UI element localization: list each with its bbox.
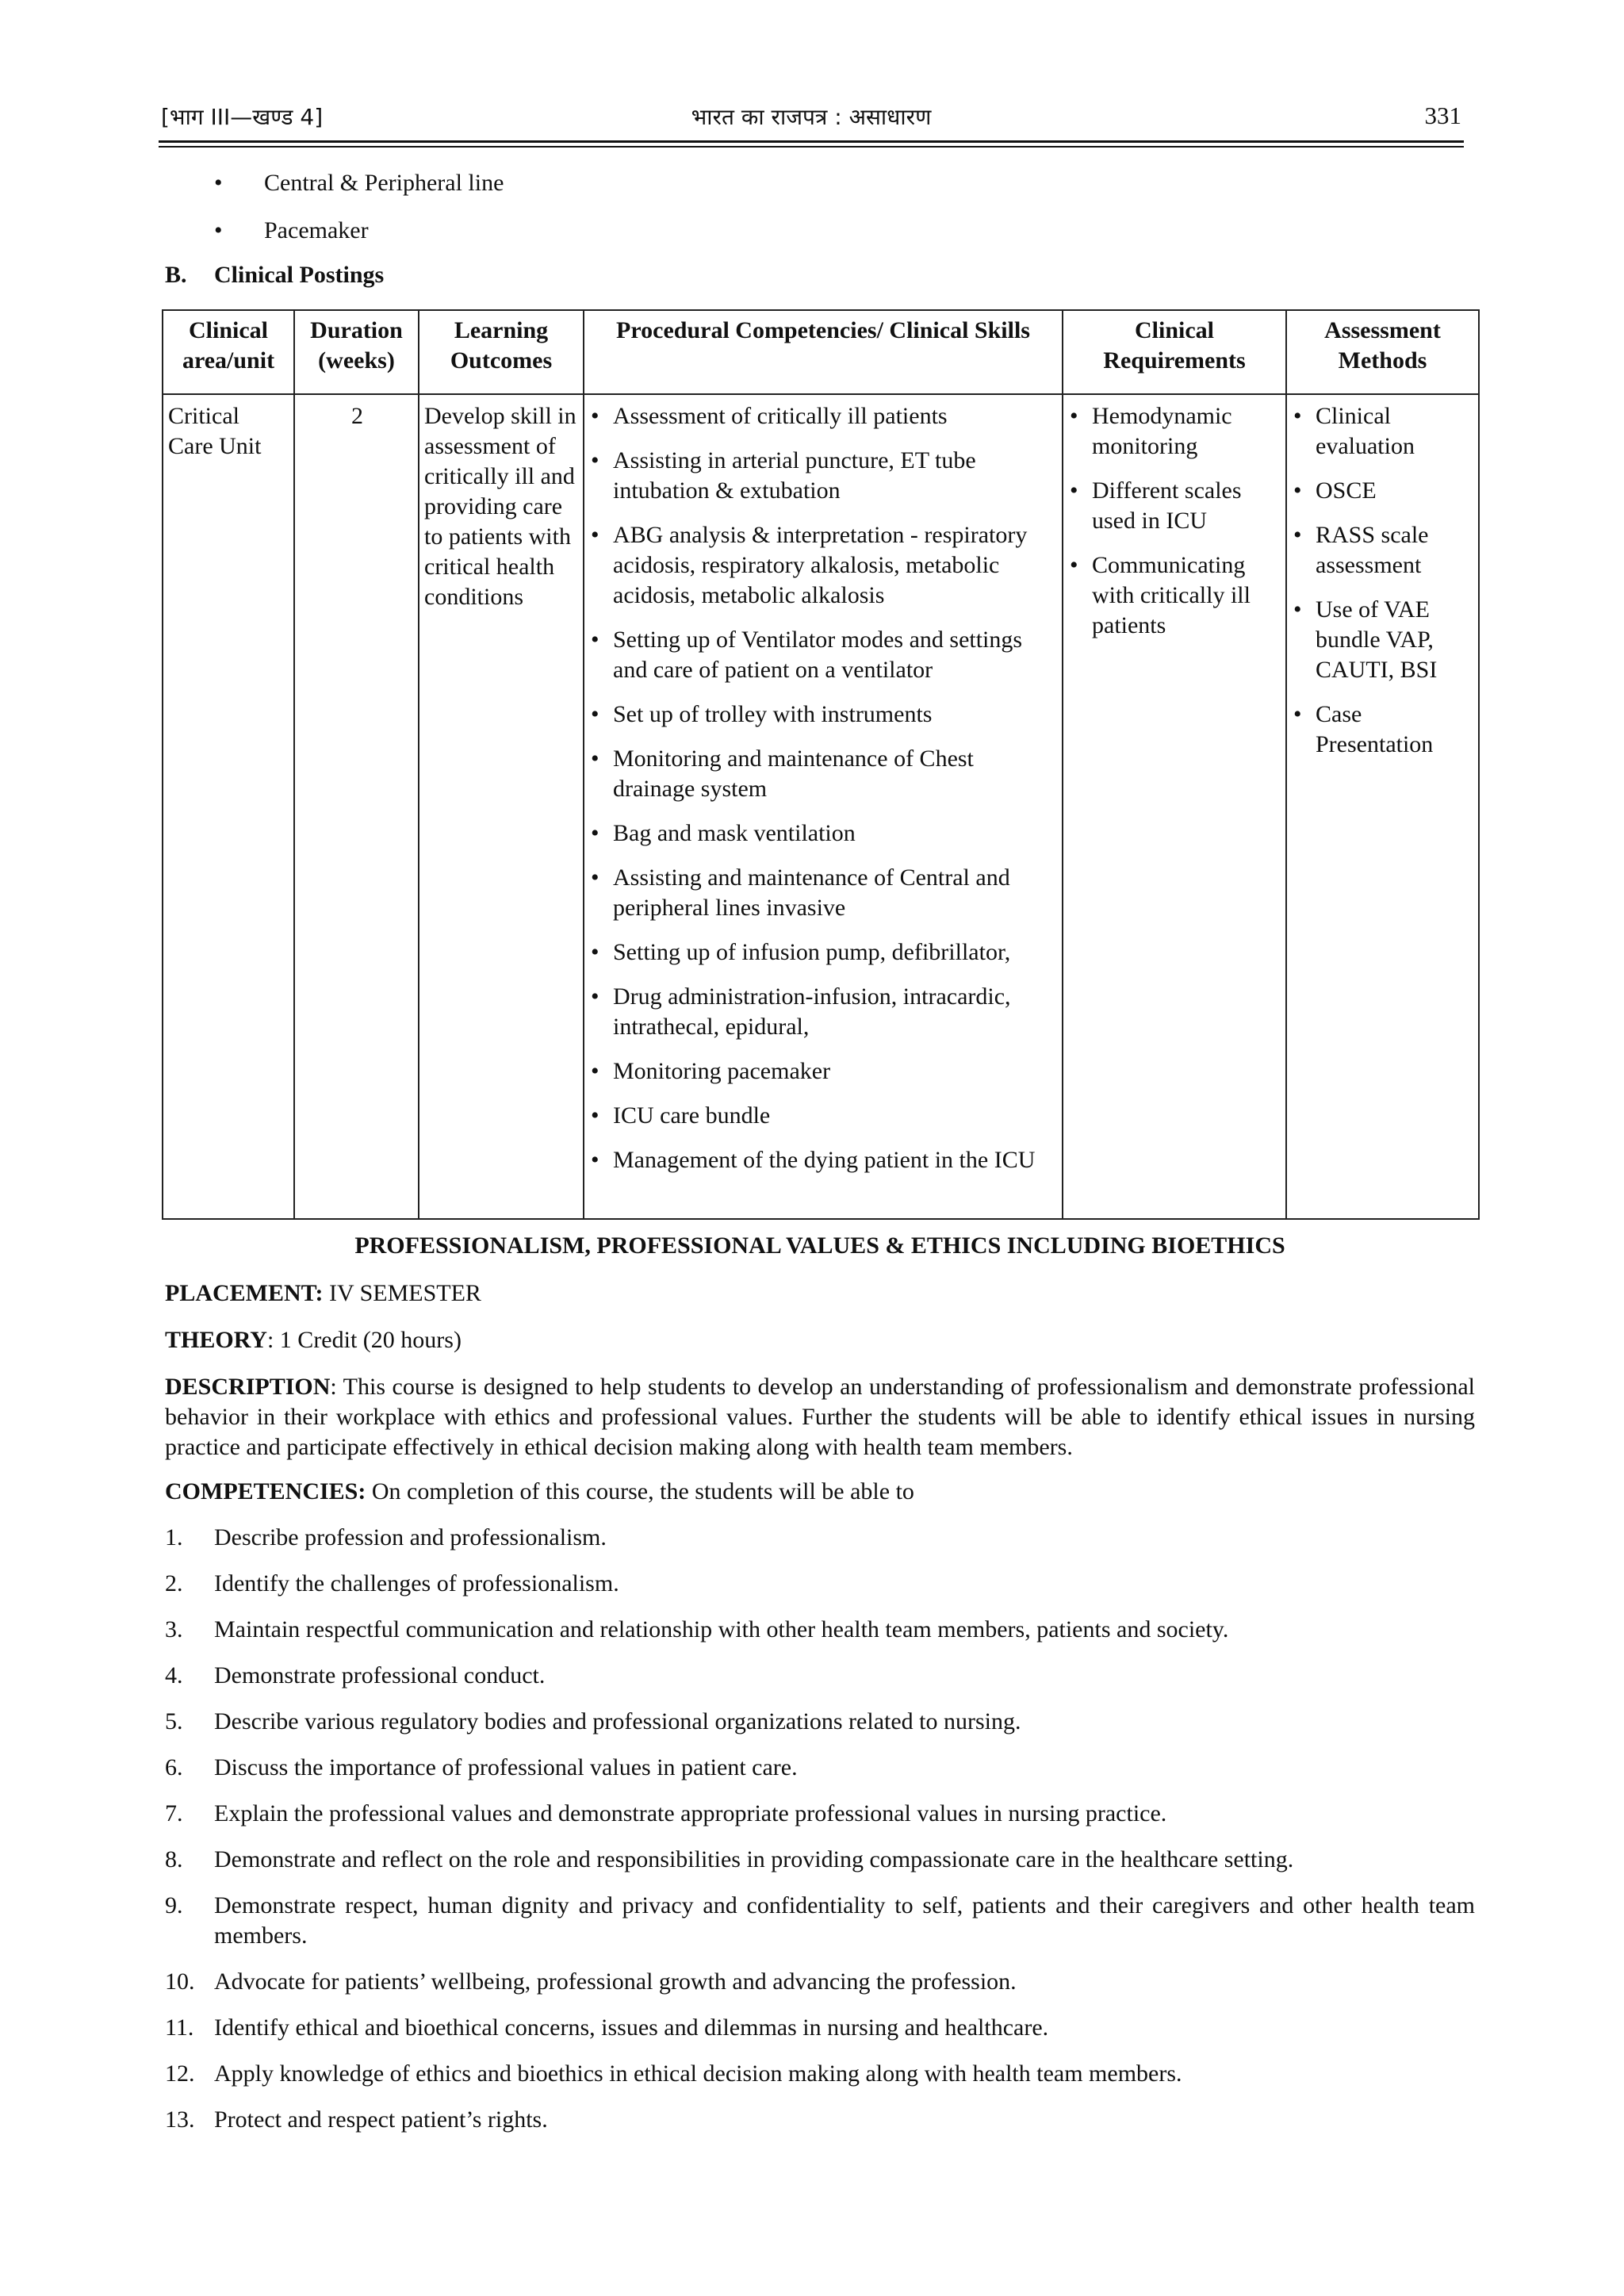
list-item: • Setting up of infusion pump, defibrillator, [589, 937, 1059, 968]
item-text: Advocate for patients’ wellbeing, professional growth and advancing the profession. [214, 1968, 1017, 1995]
item-number: 2. [165, 1570, 183, 1596]
header-gazette-title: भारत का राजपत्र : असाधारण [691, 104, 932, 130]
list-item [165, 1967, 1475, 1997]
header-rule [159, 140, 1464, 143]
list-item: • Case Presentation [1292, 700, 1475, 760]
assessment-list [1292, 401, 1475, 760]
placement-line [165, 1278, 1475, 1309]
page-number: 331 [1424, 102, 1461, 129]
item-text: Explain the professional values and demonstrate appropriate professional values in nursing practice. [214, 1800, 1167, 1826]
top-bullet-list [214, 168, 504, 263]
cell-area: Critical Care Unit [163, 394, 294, 1219]
list-item [165, 2059, 1475, 2089]
page-header [161, 102, 1461, 138]
item-text: Demonstrate professional conduct. [214, 1662, 546, 1688]
theory-label: THEORY [165, 1327, 267, 1353]
item-number: 7. [165, 1800, 183, 1826]
description-paragraph [165, 1372, 1475, 1462]
competencies-label: COMPETENCIES: [165, 1478, 366, 1504]
item-text: Describe various regulatory bodies and professional organizations related to nursing. [214, 1708, 1021, 1734]
section-title: Clinical Postings [214, 262, 385, 288]
col-header-requirements: Clinical Requirements [1063, 310, 1286, 394]
table-row [163, 394, 1479, 1219]
list-item: • ABG analysis & interpretation - respiratory acidosis, respiratory alkalosis, metabolic acidosis, metabolic alkalosis [589, 520, 1059, 611]
list-item: • Pacemaker [214, 216, 504, 263]
section-number: B. [165, 262, 187, 288]
item-number: 10. [165, 1968, 195, 1995]
skills-list [589, 401, 1059, 1175]
list-item [165, 1799, 1475, 1829]
cell-duration: 2 [294, 394, 419, 1219]
list-item [165, 1661, 1475, 1691]
item-number: 4. [165, 1662, 183, 1688]
list-item [165, 1891, 1475, 1951]
table-header-row [163, 310, 1479, 394]
item-number: 3. [165, 1616, 183, 1642]
item-text: Protect and respect patient’s rights. [214, 2106, 548, 2133]
list-item: • Communicating with critically ill patients [1068, 550, 1282, 641]
list-item: • Bag and mask ventilation [589, 818, 1059, 849]
list-item: • Hemodynamic monitoring [1068, 401, 1282, 462]
cell-assessment [1286, 394, 1479, 1219]
placement-value: IV SEMESTER [323, 1280, 481, 1306]
col-header-duration: Duration (weeks) [294, 310, 419, 394]
list-item: • Management of the dying patient in the ICU [589, 1145, 1059, 1175]
item-text: Demonstrate respect, human dignity and privacy and confidentiality to self, patients and their caregivers and other health team members. [214, 1892, 1475, 1949]
list-item [165, 2013, 1475, 2043]
header-rule-thin [159, 146, 1464, 148]
list-item [165, 1615, 1475, 1645]
competencies-list [165, 1523, 1475, 2151]
list-item: • Assisting in arterial puncture, ET tube intubation & extubation [589, 446, 1059, 506]
list-item: • Setting up of Ventilator modes and settings and care of patient on a ventilator [589, 625, 1059, 685]
list-item [165, 2105, 1475, 2135]
item-text: Identify the challenges of professionalism. [214, 1570, 619, 1596]
list-item: • Central & Peripheral line [214, 168, 504, 216]
list-item: • Set up of trolley with instruments [589, 700, 1059, 730]
header-part-label: [भाग III—खण्ड 4] [161, 104, 324, 130]
list-item: • Assisting and maintenance of Central and peripheral lines invasive [589, 863, 1059, 923]
list-item: • Different scales used in ICU [1068, 476, 1282, 536]
description-label: DESCRIPTION [165, 1374, 331, 1400]
item-number: 1. [165, 1524, 183, 1550]
theory-line [165, 1325, 1475, 1355]
theory-value: : 1 Credit (20 hours) [266, 1327, 462, 1353]
cell-outcomes: Develop skill in assessment of critically ill and providing care to patients with critical health conditions [419, 394, 584, 1219]
requirements-list [1068, 401, 1282, 641]
item-text: Describe profession and professionalism. [214, 1524, 607, 1550]
competencies-intro [165, 1477, 1475, 1507]
clinical-postings-table [162, 309, 1480, 1220]
cell-skills [584, 394, 1063, 1219]
item-number: 5. [165, 1708, 183, 1734]
section-heading [165, 262, 384, 289]
competencies-text: On completion of this course, the students will be able to [366, 1478, 914, 1504]
list-item: • Monitoring pacemaker [589, 1056, 1059, 1087]
course-title: PROFESSIONALISM, PROFESSIONAL VALUES & ETHICS INCLUDING BIOETHICS [354, 1232, 1285, 1259]
placement-label: PLACEMENT: [165, 1280, 324, 1306]
list-item [165, 1753, 1475, 1783]
list-item: • Monitoring and maintenance of Chest drainage system [589, 744, 1059, 804]
list-item [165, 1707, 1475, 1737]
item-number: 8. [165, 1846, 183, 1872]
item-text: Demonstrate and reflect on the role and responsibilities in providing compassionate care in the healthcare setting. [214, 1846, 1294, 1872]
col-header-outcomes: Learning Outcomes [419, 310, 584, 394]
list-item: • ICU care bundle [589, 1101, 1059, 1131]
item-text: Identify ethical and bioethical concerns, issues and dilemmas in nursing and healthcare. [214, 2014, 1049, 2041]
item-text: Discuss the importance of professional values in patient care. [214, 1754, 798, 1780]
col-header-skills: Procedural Competencies/ Clinical Skills [584, 310, 1063, 394]
list-item: • Clinical evaluation [1292, 401, 1475, 462]
col-header-assessment: Assessment Methods [1286, 310, 1479, 394]
item-text: Maintain respectful communication and relationship with other health team members, patients and society. [214, 1616, 1229, 1642]
list-item: • Assessment of critically ill patients [589, 401, 1059, 431]
item-text: Apply knowledge of ethics and bioethics in ethical decision making along with health team members. [214, 2060, 1182, 2087]
item-number: 9. [165, 1892, 183, 1918]
list-item [165, 1569, 1475, 1599]
item-number: 11. [165, 2014, 194, 2041]
list-item: • OSCE [1292, 476, 1475, 506]
list-item [165, 1523, 1475, 1553]
list-item: • RASS scale assessment [1292, 520, 1475, 581]
col-header-area: Clinical area/unit [163, 310, 294, 394]
item-number: 13. [165, 2106, 195, 2133]
list-item: • Drug administration-infusion, intracardic, intrathecal, epidural, [589, 982, 1059, 1042]
cell-requirements [1063, 394, 1286, 1219]
list-item: • Use of VAE bundle VAP, CAUTI, BSI [1292, 595, 1475, 685]
item-number: 6. [165, 1754, 183, 1780]
description-text: : This course is designed to help students to develop an understanding of professionalism and demonstrate professional behavior in their workplace with ethics and professional values. Further the students will be able to identify ethical issues in nursing practice and participate effectively in ethical decision making along with health team members. [165, 1374, 1475, 1460]
item-number: 12. [165, 2060, 195, 2087]
list-item [165, 1845, 1475, 1875]
